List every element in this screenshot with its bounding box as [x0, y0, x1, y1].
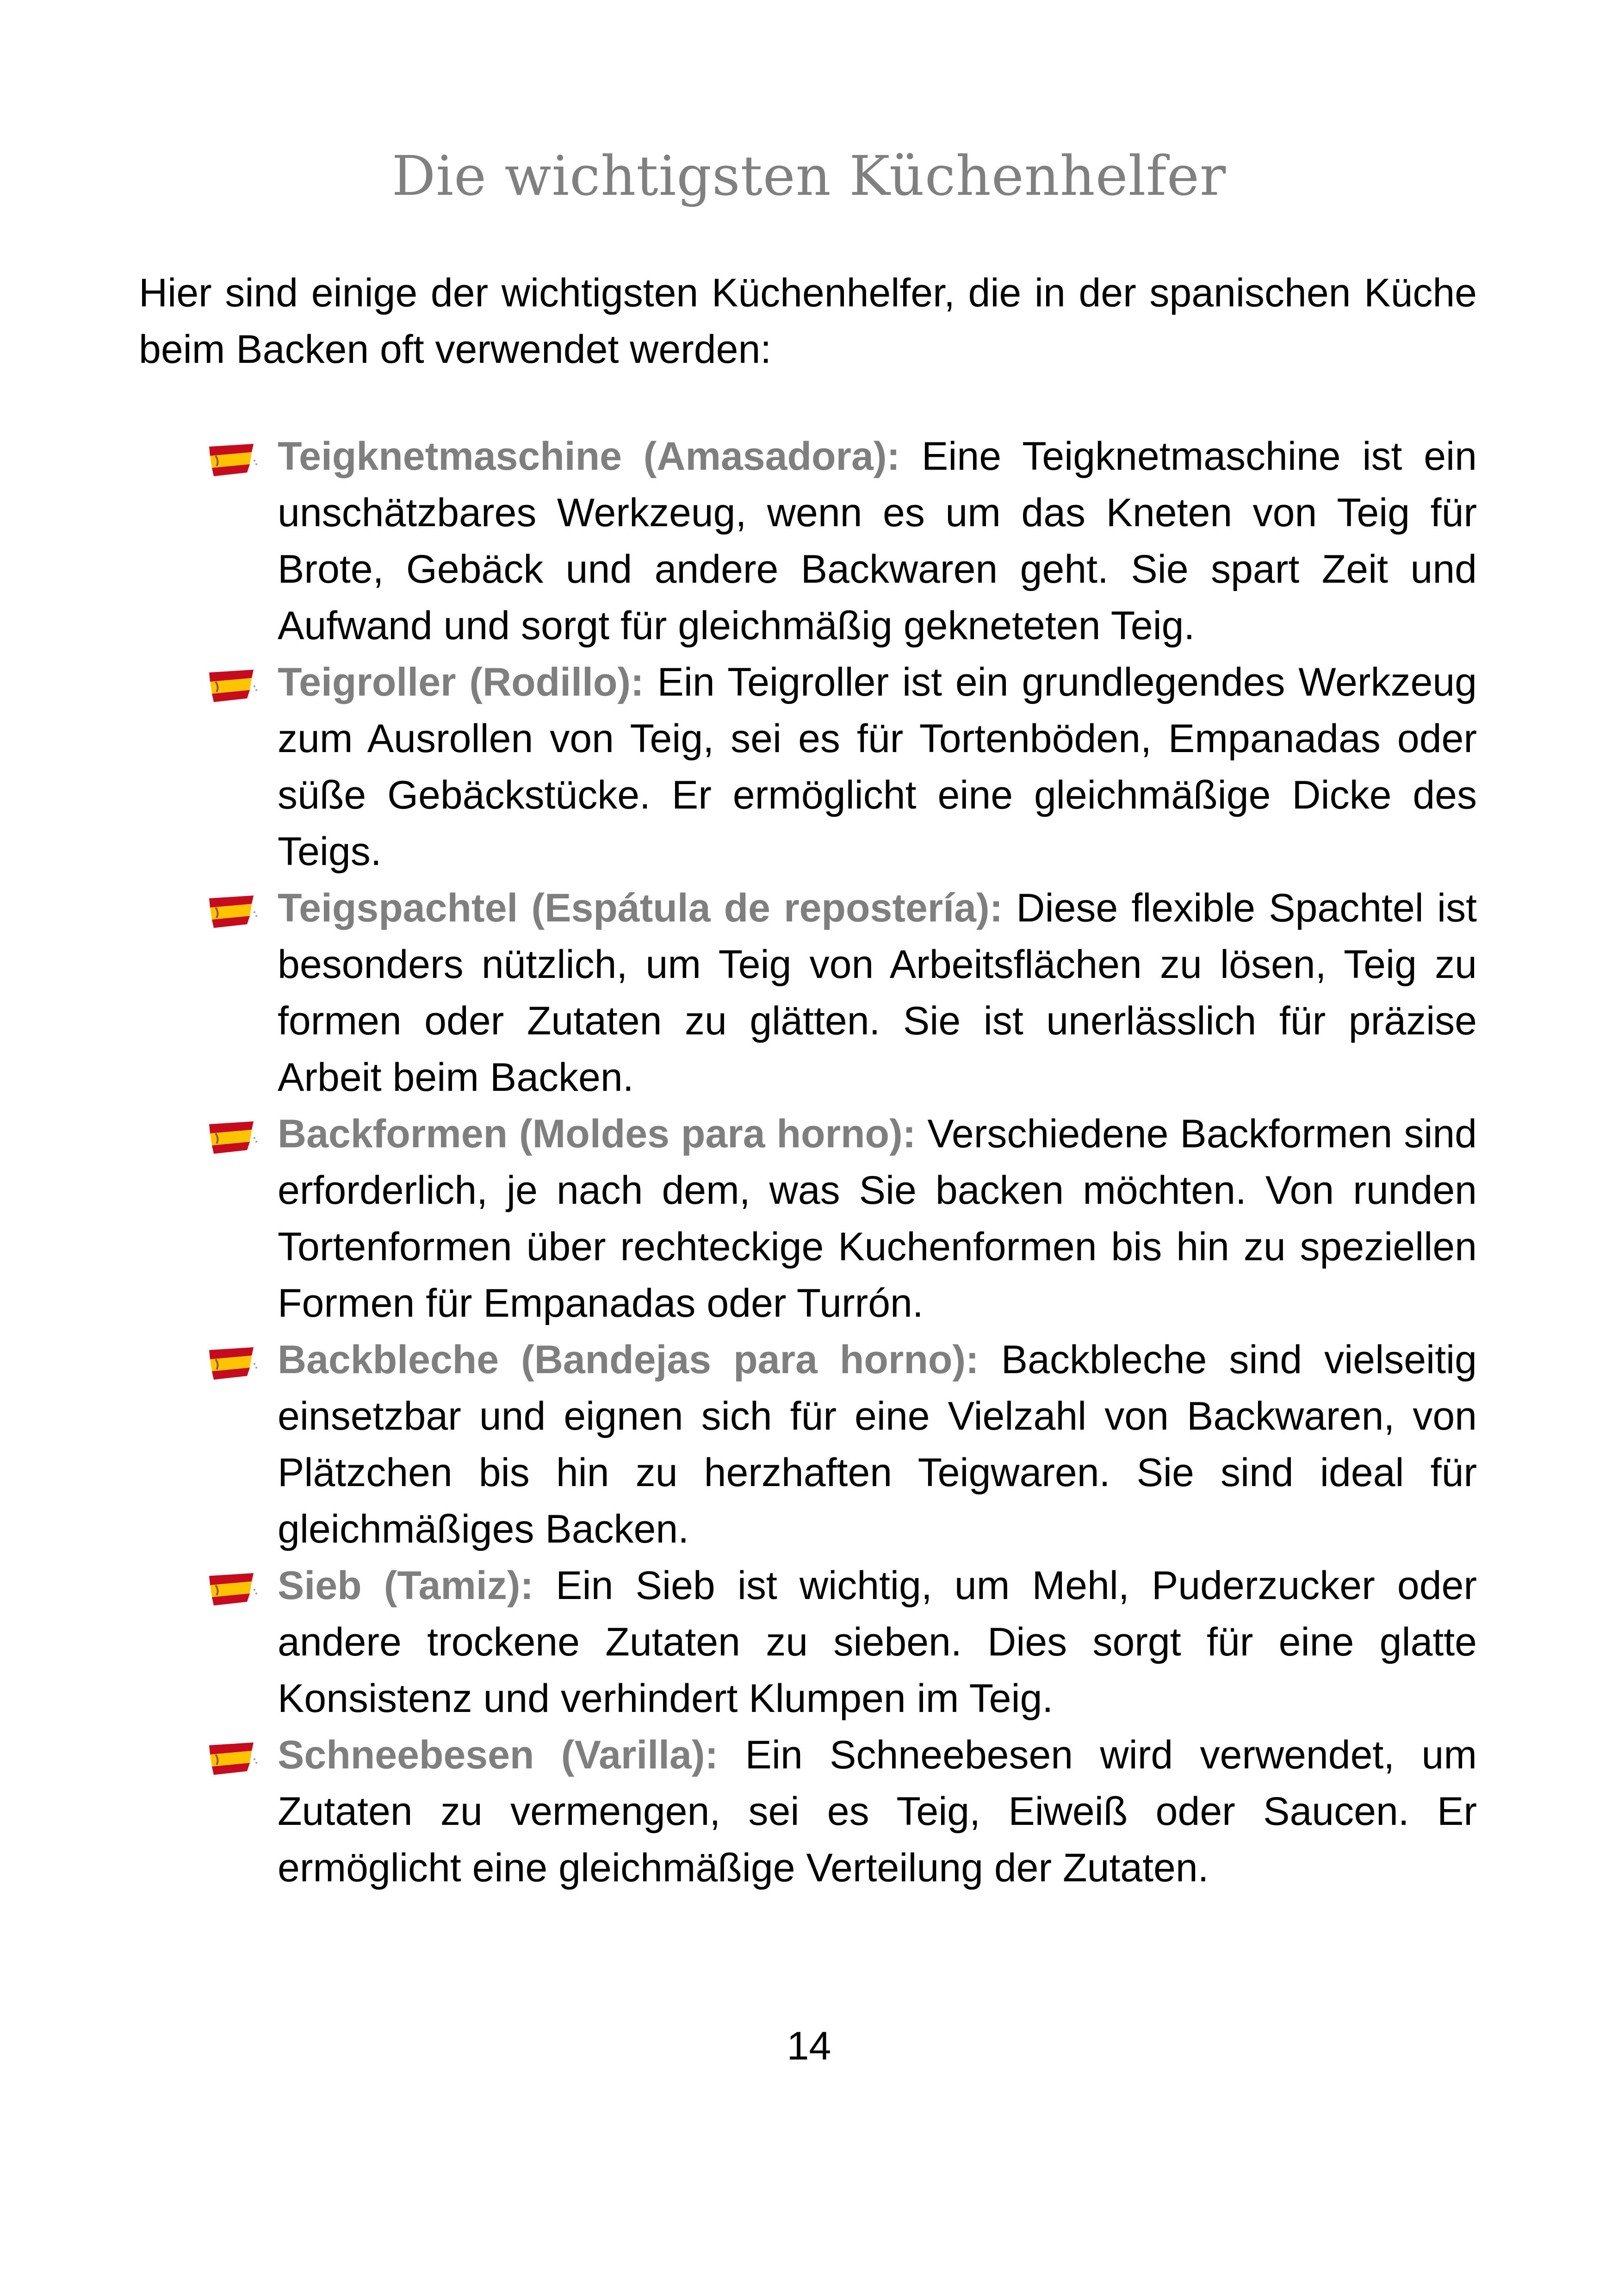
- item-description: Backbleche sind vielseitig einsetzbar und eignen sich für eine Vielzahl von Backwaren, von Plätzchen bis hin zu herzhaften Teigwaren. Sie sind ideal für gleichmäßiges Backen.: [278, 1338, 1477, 1551]
- spain-flag-icon: [207, 1567, 258, 1604]
- spain-flag-icon: [207, 889, 258, 926]
- item-description: Ein Sieb ist wichtig, um Mehl, Puderzucker oder andere trockene Zutaten zu sieben. Dies sorgt für eine glatte Konsistenz und verhindert Klumpen im Teig.: [278, 1563, 1477, 1721]
- item-description: Diese flexible Spachtel ist besonders nützlich, um Teig von Arbeitsflächen zu lösen, Teig zu formen oder Zutaten zu glätten. Sie ist unerlässlich für präzise Arbeit beim Backen.: [278, 886, 1477, 1100]
- spain-flag-icon: [207, 437, 258, 474]
- spain-flag-icon: [207, 1115, 258, 1152]
- list-item: [139, 654, 1477, 880]
- list-item: [139, 1557, 1477, 1727]
- item-term: Teigspachtel (Espátula de repostería):: [278, 886, 1003, 930]
- spain-flag-icon: [207, 663, 258, 700]
- page-number: 14: [787, 2024, 831, 2068]
- item-term: Teigroller (Rodillo):: [278, 660, 644, 704]
- item-description: Verschiedene Backformen sind erforderlich, je nach dem, was Sie backen möchten. Von runden Tortenformen über rechteckige Kuchenformen bis hin zu speziellen Formen für Empanadas oder Turrón.: [278, 1112, 1477, 1325]
- intro-paragraph: Hier sind einige der wichtigsten Küchenhelfer, die in der spanischen Küche beim Backen oft verwendet werden:: [139, 271, 1477, 372]
- spain-flag-icon: [207, 1341, 258, 1378]
- item-term: Schneebesen (Varilla):: [278, 1733, 719, 1777]
- list-item: [139, 1106, 1477, 1332]
- item-term: Sieb (Tamiz):: [278, 1563, 534, 1608]
- list-item: [139, 428, 1477, 654]
- page-title: Die wichtigsten Küchenhelfer: [391, 144, 1227, 208]
- list-item: [139, 1727, 1477, 1896]
- item-description: Eine Teigknetmaschine ist ein unschätzbares Werkzeug, wenn es um das Kneten von Teig für Brote, Gebäck und andere Backwaren geht. Sie spart Zeit und Aufwand und sorgt für gleichmäßig gekneteten Teig.: [278, 434, 1477, 648]
- item-term: Backbleche (Bandejas para horno):: [278, 1338, 979, 1382]
- item-description: Ein Schneebesen wird verwendet, um Zutaten zu vermengen, sei es Teig, Eiweiß oder Saucen. Er ermöglicht eine gleichmäßige Verteilung der Zutaten.: [278, 1733, 1477, 1890]
- list-item: [139, 880, 1477, 1106]
- item-term: Backformen (Moldes para horno):: [278, 1112, 916, 1156]
- spain-flag-icon: [207, 1736, 258, 1773]
- list-item: [139, 1332, 1477, 1557]
- kitchen-tools-list: [139, 428, 1477, 1896]
- item-term: Teigknetmaschine (Amasadora):: [278, 434, 900, 479]
- item-description: Ein Teigroller ist ein grundlegendes Werkzeug zum Ausrollen von Teig, sei es für Tortenböden, Empanadas oder süße Gebäckstücke. Er ermöglicht eine gleichmäßige Dicke des Teigs.: [278, 660, 1477, 874]
